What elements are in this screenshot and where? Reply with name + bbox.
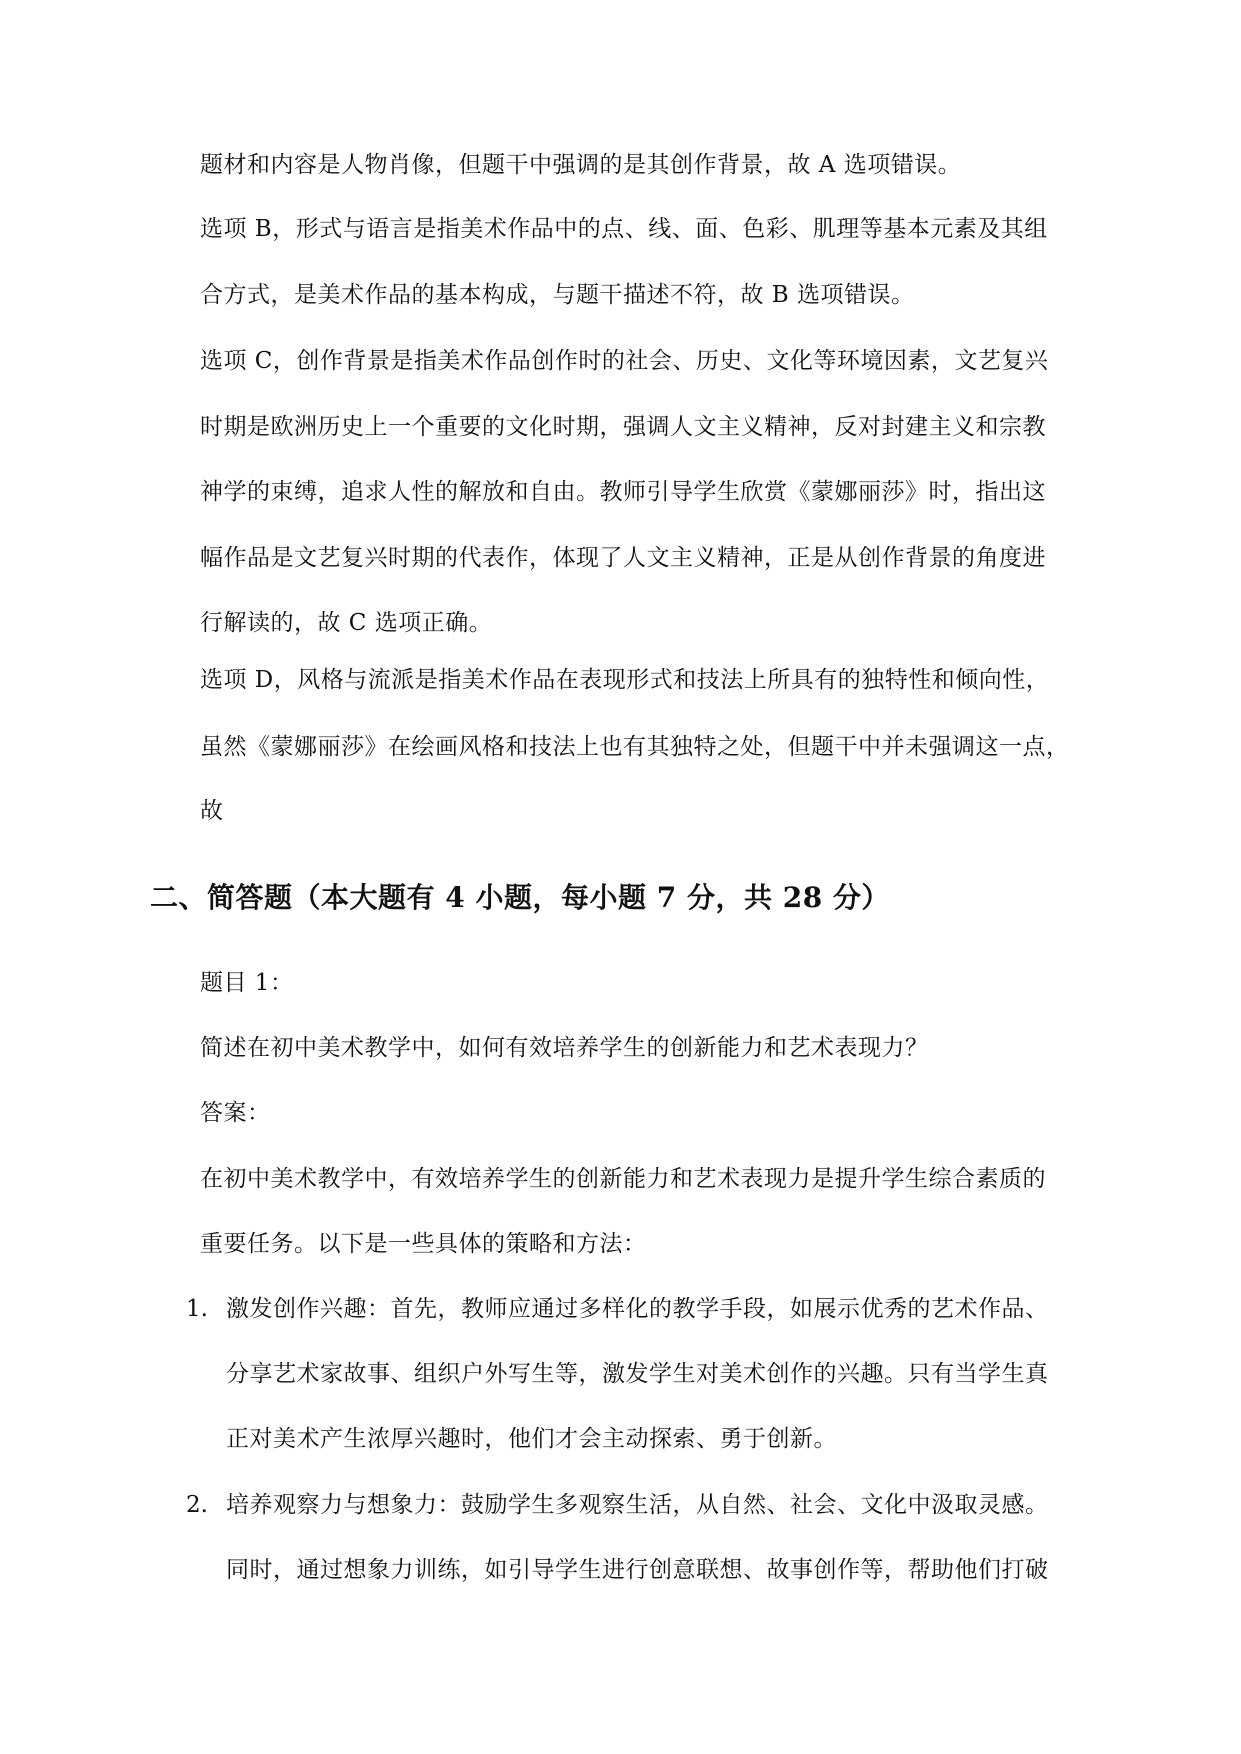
list-item-line: 同时，通过想象力训练，如引导学生进行创意联想、故事创作等，帮助他们打破 (226, 1557, 1049, 1583)
answer-intro-line: 重要任务。以下是一些具体的策略和方法： (200, 1231, 647, 1257)
answer-label: 答案： (200, 1100, 271, 1126)
list-item-line: 激发创作兴趣：首先，教师应通过多样化的教学手段，如展示优秀的艺术作品、 (226, 1296, 1049, 1322)
list-item-number: 1. (186, 1296, 208, 1322)
paragraph-line: 神学的束缚，追求人性的解放和自由。教师引导学生欣赏《蒙娜丽莎》时，指出这 (200, 479, 1046, 505)
section-heading: 二、简答题（本大题有 4 小题，每小题 7 分，共 28 分） (150, 881, 890, 914)
paragraph-line: 选项 B，形式与语言是指美术作品中的点、线、面、色彩、肌理等基本元素及其组 (200, 216, 1048, 242)
paragraph-line: 故 (200, 798, 224, 824)
question-text: 简述在初中美术教学中，如何有效培养学生的创新能力和艺术表现力？ (200, 1035, 929, 1061)
paragraph-line: 选项 C，创作背景是指美术作品创作时的社会、历史、文化等环境因素，文艺复兴 (200, 348, 1049, 374)
paragraph-line: 虽然《蒙娜丽莎》在绘画风格和技法上也有其独特之处，但题干中并未强调这一点， (200, 734, 1070, 760)
list-item-line: 分享艺术家故事、组织户外写生等，激发学生对美术创作的兴趣。只有当学生真 (226, 1361, 1049, 1387)
list-item-line: 培养观察力与想象力：鼓励学生多观察生活，从自然、社会、文化中汲取灵感。 (226, 1492, 1049, 1518)
paragraph-line: 行解读的，故 C 选项正确。 (200, 610, 493, 636)
paragraph-line: 幅作品是文艺复兴时期的代表作，体现了人文主义精神，正是从创作背景的角度进 (200, 545, 1046, 571)
list-item-number: 2. (186, 1492, 208, 1518)
paragraph-line: 题材和内容是人物肖像，但题干中强调的是其创作背景，故 A 选项错误。 (200, 152, 962, 178)
question-label: 题目 1： (200, 970, 294, 996)
answer-intro-line: 在初中美术教学中，有效培养学生的创新能力和艺术表现力是提升学生综合素质的 (200, 1166, 1046, 1192)
paragraph-line: 时期是欧洲历史上一个重要的文化时期，强调人文主义精神，反对封建主义和宗教 (200, 414, 1046, 440)
paragraph-line: 选项 D，风格与流派是指美术作品在表现形式和技法上所具有的独特性和倾向性， (200, 667, 1050, 693)
paragraph-line: 合方式，是美术作品的基本构成，与题干描述不符，故 B 选项错误。 (200, 282, 915, 308)
list-item-line: 正对美术产生浓厚兴趣时，他们才会主动探索、勇于创新。 (226, 1426, 837, 1452)
